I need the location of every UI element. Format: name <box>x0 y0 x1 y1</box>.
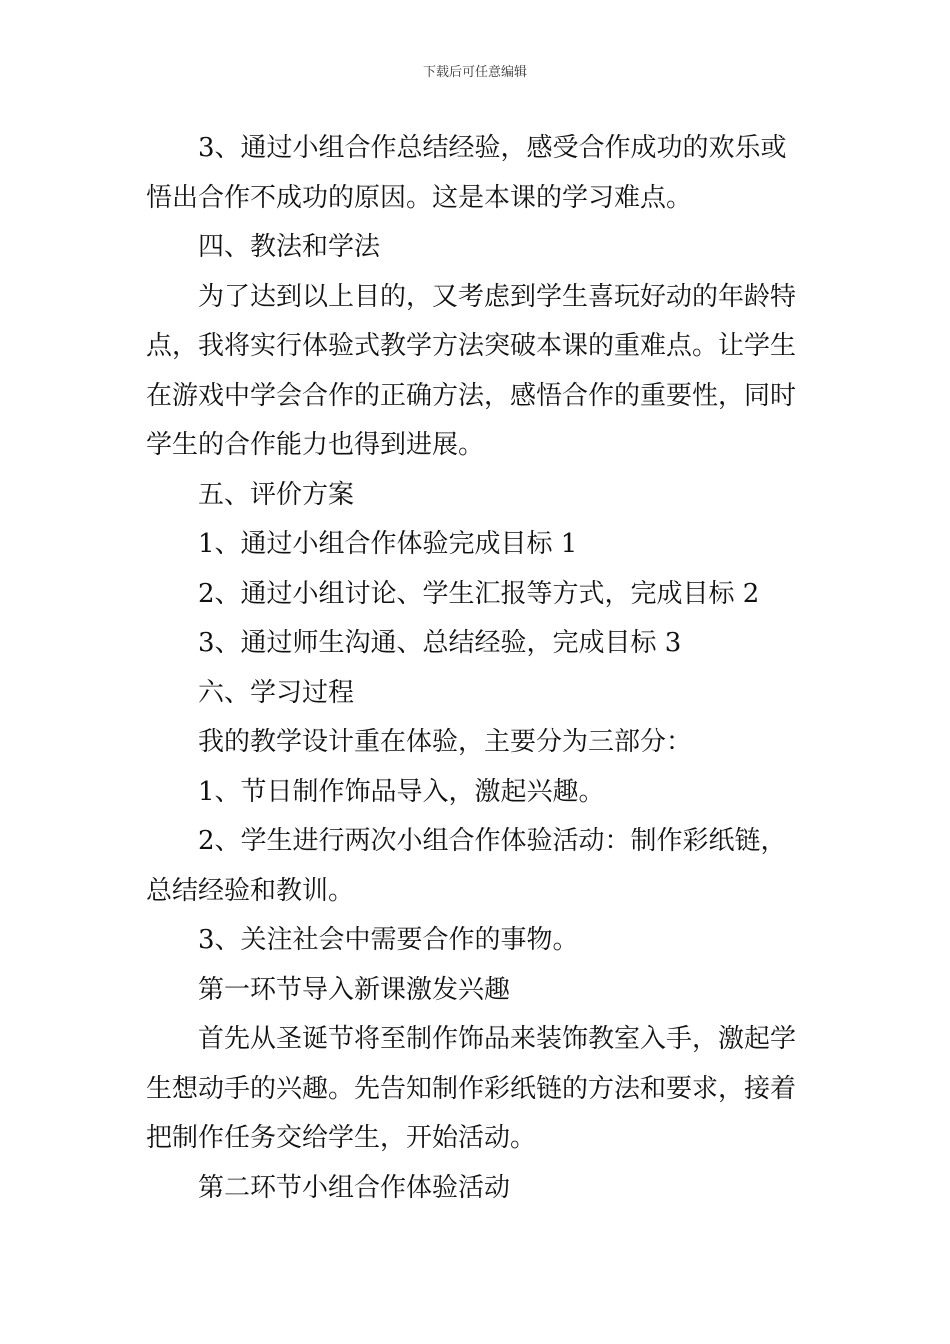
section-heading-methods: 四、教法和学法 <box>198 232 381 262</box>
paragraph-process-intro: 我的教学设计重在体验，主要分为三部分： <box>198 727 693 757</box>
list-item-goal-1: 1、通过小组合作体验完成目标 1 <box>198 529 578 559</box>
section-heading-evaluation: 五、评价方案 <box>198 479 355 510</box>
subheading-stage-1: 第一环节导入新课激发兴趣 <box>198 974 511 1005</box>
section-heading-process: 六、学习过程 <box>198 677 355 708</box>
list-item-part-2: 2、学生进行两次小组合作体验活动：制作彩纸链，总结经验和教训。 <box>146 826 787 906</box>
document-body <box>146 124 808 1213</box>
list-item-goal-3: 3、通过师生沟通、总结经验，完成目标 3 <box>198 628 682 658</box>
list-item-part-3: 3、关注社会中需要合作的事物。 <box>198 925 579 955</box>
paragraph-stage-1: 首先从圣诞节将至制作饰品来装饰教室入手，激起学生想动手的兴趣。先告知制作彩纸链的方法和要求，接着把制作任务交给学生，开始活动。 <box>146 1024 797 1153</box>
paragraph-difficulty: 3、通过小组合作总结经验，感受合作成功的欢乐或悟出合作不成功的原因。这是本课的学习难点。 <box>146 133 787 213</box>
page-header: 下载后可任意编辑 <box>422 65 527 80</box>
list-item-goal-2: 2、通过小组讨论、学生汇报等方式，完成目标 2 <box>198 578 760 609</box>
list-item-part-1: 1、节日制作饰品导入，激起兴趣。 <box>198 776 605 807</box>
subheading-stage-2: 第二环节小组合作体验活动 <box>198 1172 511 1203</box>
paragraph-methods: 为了达到以上目的，又考虑到学生喜玩好动的年龄特点，我将实行体验式教学方法突破本课的重难点。让学生在游戏中学会合作的正确方法，感悟合作的重要性，同时学生的合作能力也得到进展。 <box>146 281 797 460</box>
